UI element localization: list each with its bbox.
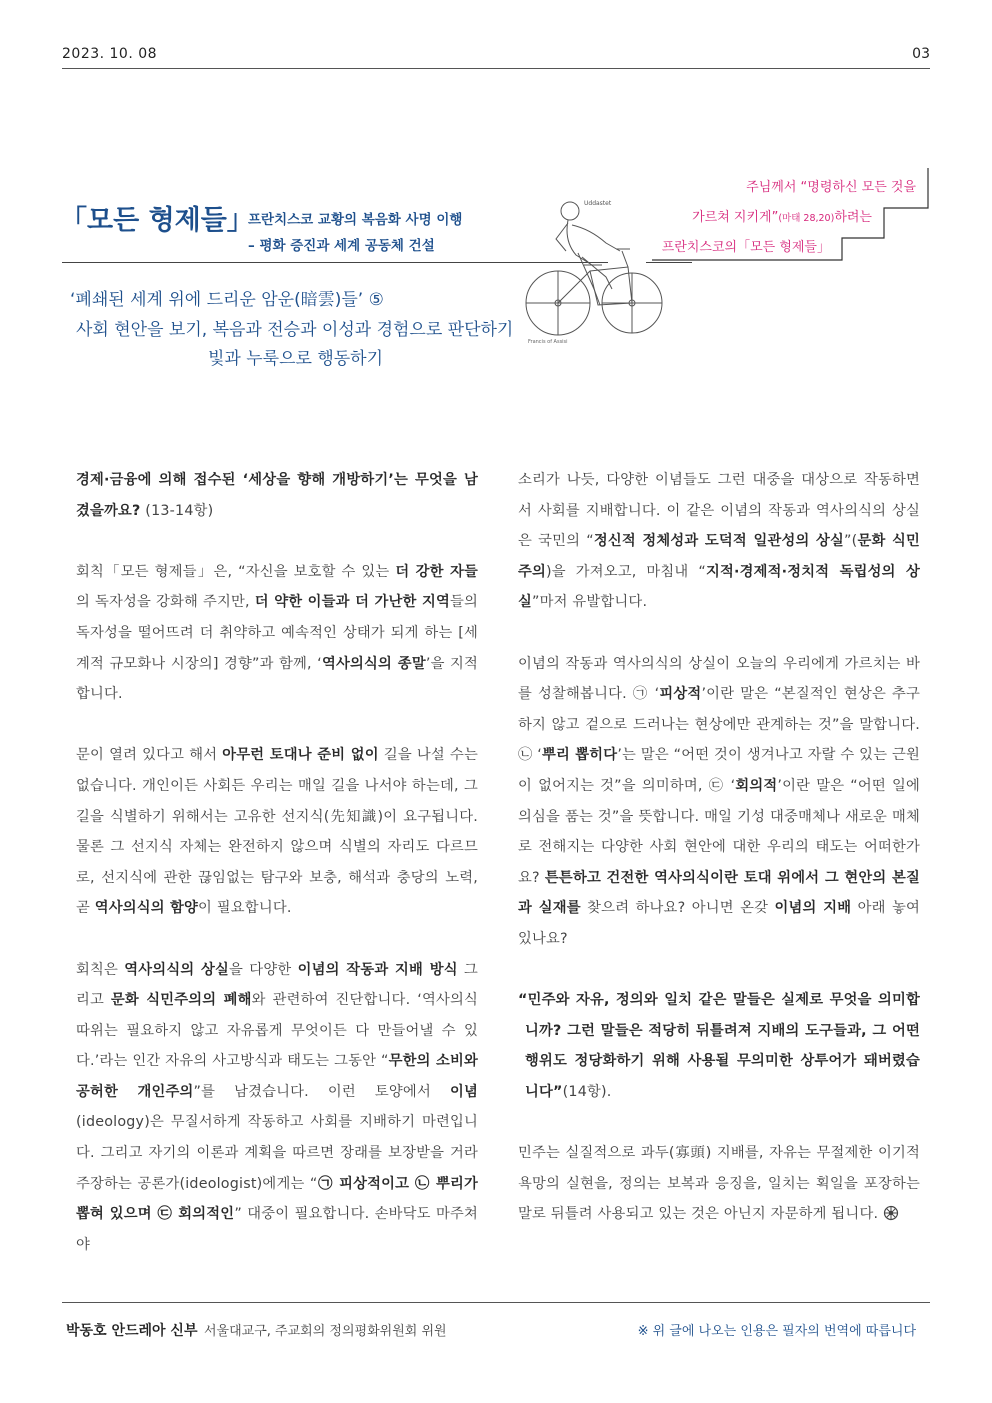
svg-text:Francis of Assisi: Francis of Assisi	[528, 339, 568, 345]
top-divider	[62, 68, 930, 69]
author-name: 박동호 안드레아 신부	[66, 1323, 198, 1339]
bottom-divider	[62, 1302, 930, 1303]
translation-note: ※ 위 글에 나오는 인용은 필자의 번역에 따릅니다	[637, 1324, 916, 1339]
article-paragraph: 소리가 나듯, 다양한 이념들도 그런 대중을 대상으로 작동하면서 사회를 지배합니다. 이 같은 이념의 작동과 역사의식의 상실은 국민의 “정신적 정체성과 도덕적 일관성의 상실”(문화 식민주의)을 가져오고, 마침내 “지적·경제적·정치적 독립성의 상실”마저 유발합니다.	[518, 472, 920, 611]
quote-line-2-end: 하려는	[834, 210, 872, 225]
end-mark-icon	[883, 1205, 899, 1221]
bicycle-illustration	[520, 185, 670, 345]
author-role: 서울대교구, 주교회의 정의평화위원회 위원	[204, 1324, 447, 1339]
series-subtitle-1: 프란치스코 교황의 복음화 사명 이행	[248, 212, 463, 228]
article-question-heading: 경제·금융에 의해 접수된 ‘세상을 향해 개방하기’는 무엇을 남겼을까요? (13-14항)	[76, 472, 478, 519]
article-paragraph: 회칙은 역사의식의 상실을 다양한 이념의 작동과 지배 방식 그리고 문화 식민주의의 폐해와 관련하여 진단합니다. ‘역사의식 따위는 필요하지 않고 자유롭게 무엇이든 다 만들어낼 수 있다.’라는 인간 자유의 사고방식과 태도는 그동안 “무한의 소비와 공허한 개인주의”를 남겼습니다. 이런 토양에서 이념(ideology)은 무질서하게 작동하고 사회를 지배하기 마련입니다. 그리고 자기의 이론과 계획을 따르면 장래를 보장받을 거라 주장하는 공론가(ideologist)에게는 “㉠ 피상적이고 ㉡ 뿌리가 뽑혀 있으며 ㉢ 회의적인” 대중이 필요합니다. 손바닥도 마주쳐야	[76, 961, 478, 1253]
page-number: 03	[912, 46, 930, 62]
topic-line-2: 사회 현안을 보기, 복음과 전승과 이성과 경험으로 판단하기	[76, 320, 514, 340]
series-subtitle-2: – 평화 증진과 세계 공동체 건설	[248, 238, 435, 254]
issue-date: 2023. 10. 08	[62, 46, 158, 62]
article-column-left	[76, 465, 478, 1291]
svg-text:Uddastet: Uddastet	[584, 200, 612, 207]
quote-line-2-citation: (마태 28,20)	[778, 213, 835, 224]
article-quote: “민주와 자유, 정의와 일치 같은 말들은 실제로 무엇을 의미합니까? 그런 말들은 적당히 뒤틀려져 지배의 도구들과, 그 어떤 행위도 정당화하기 위해 사용될 무의미한 상투어가 돼버렸습니다”(14항).	[518, 992, 920, 1100]
quote-line-2-main: 가르쳐 지키게”	[692, 210, 779, 225]
quote-line-3: 프란치스코의「모든 형제들」	[661, 240, 830, 255]
topic-line-1: ‘폐쇄된 세계 위에 드리운 암운(暗雲)들’ ⑤	[70, 290, 384, 310]
article-paragraph: 이념의 작동과 역사의식의 상실이 오늘의 우리에게 가르치는 바를 성찰해봅니다. ㉠ ‘피상적’이란 말은 “본질적인 현상은 추구하지 않고 겉으로 드러나는 현상에만 관계하는 것”을 말합니다. ㉡ ‘뿌리 뽑히다’는 말은 “어떤 것이 생겨나고 자랄 수 있는 근원이 없어지는 것”을 의미하며, ㉢ ‘회의적’이란 말은 “어떤 일에 의심을 품는 것”을 뜻합니다. 매일 기성 대중매체나 새로운 매체로 전해지는 다양한 사회 현안에 대한 우리의 태도는 어떠한가요? 튼튼하고 건전한 역사의식이란 토대 위에서 그 현안의 본질과 실재를 찾으려 하나요? 아니면 온갖 이념의 지배 아래 놓여 있나요?	[518, 655, 921, 947]
quote-line-2	[692, 206, 872, 225]
article-paragraph: 회칙「모든 형제들」은, “자신을 보호할 수 있는 더 강한 자들의 독자성을 강화해 주지만, 더 약한 이들과 더 가난한 지역들의 독자성을 떨어뜨려 더 취약하고 예속적인 상태가 되게 하는 [세계적 규모화나 시장의] 경향”과 함께, ‘역사의식의 종말’을 지적합니다.	[76, 563, 478, 703]
article-paragraph: 문이 열려 있다고 해서 아무런 토대나 준비 없이 길을 나설 수는 없습니다. 개인이든 사회든 우리는 매일 길을 나서야 하는데, 그 길을 식별하기 위해서는 고유한 선지식(先知識)이 요구됩니다. 물론 그 선지식 자체는 완전하지 않으며 식별의 자리도 다르므로, 선지식에 관한 끊임없는 탐구와 보충, 해석과 충당의 노력, 곧 역사의식의 함양이 필요합니다.	[76, 747, 478, 917]
quote-line-1: 주님께서 “명령하신 모든 것을	[746, 180, 916, 195]
topic-line-3: 빛과 누룩으로 행동하기	[208, 349, 384, 369]
series-title: 「모든 형제들」	[60, 205, 254, 236]
article-paragraph: 민주는 실질적으로 과두(寡頭) 지배를, 자유는 무절제한 이기적 욕망의 실현을, 정의는 보복과 응징을, 일치는 획일을 포장하는 말로 뒤틀려 사용되고 있는 것은 아닌지 자문하게 됩니다.	[518, 1145, 920, 1223]
article-column-right	[518, 465, 920, 1260]
